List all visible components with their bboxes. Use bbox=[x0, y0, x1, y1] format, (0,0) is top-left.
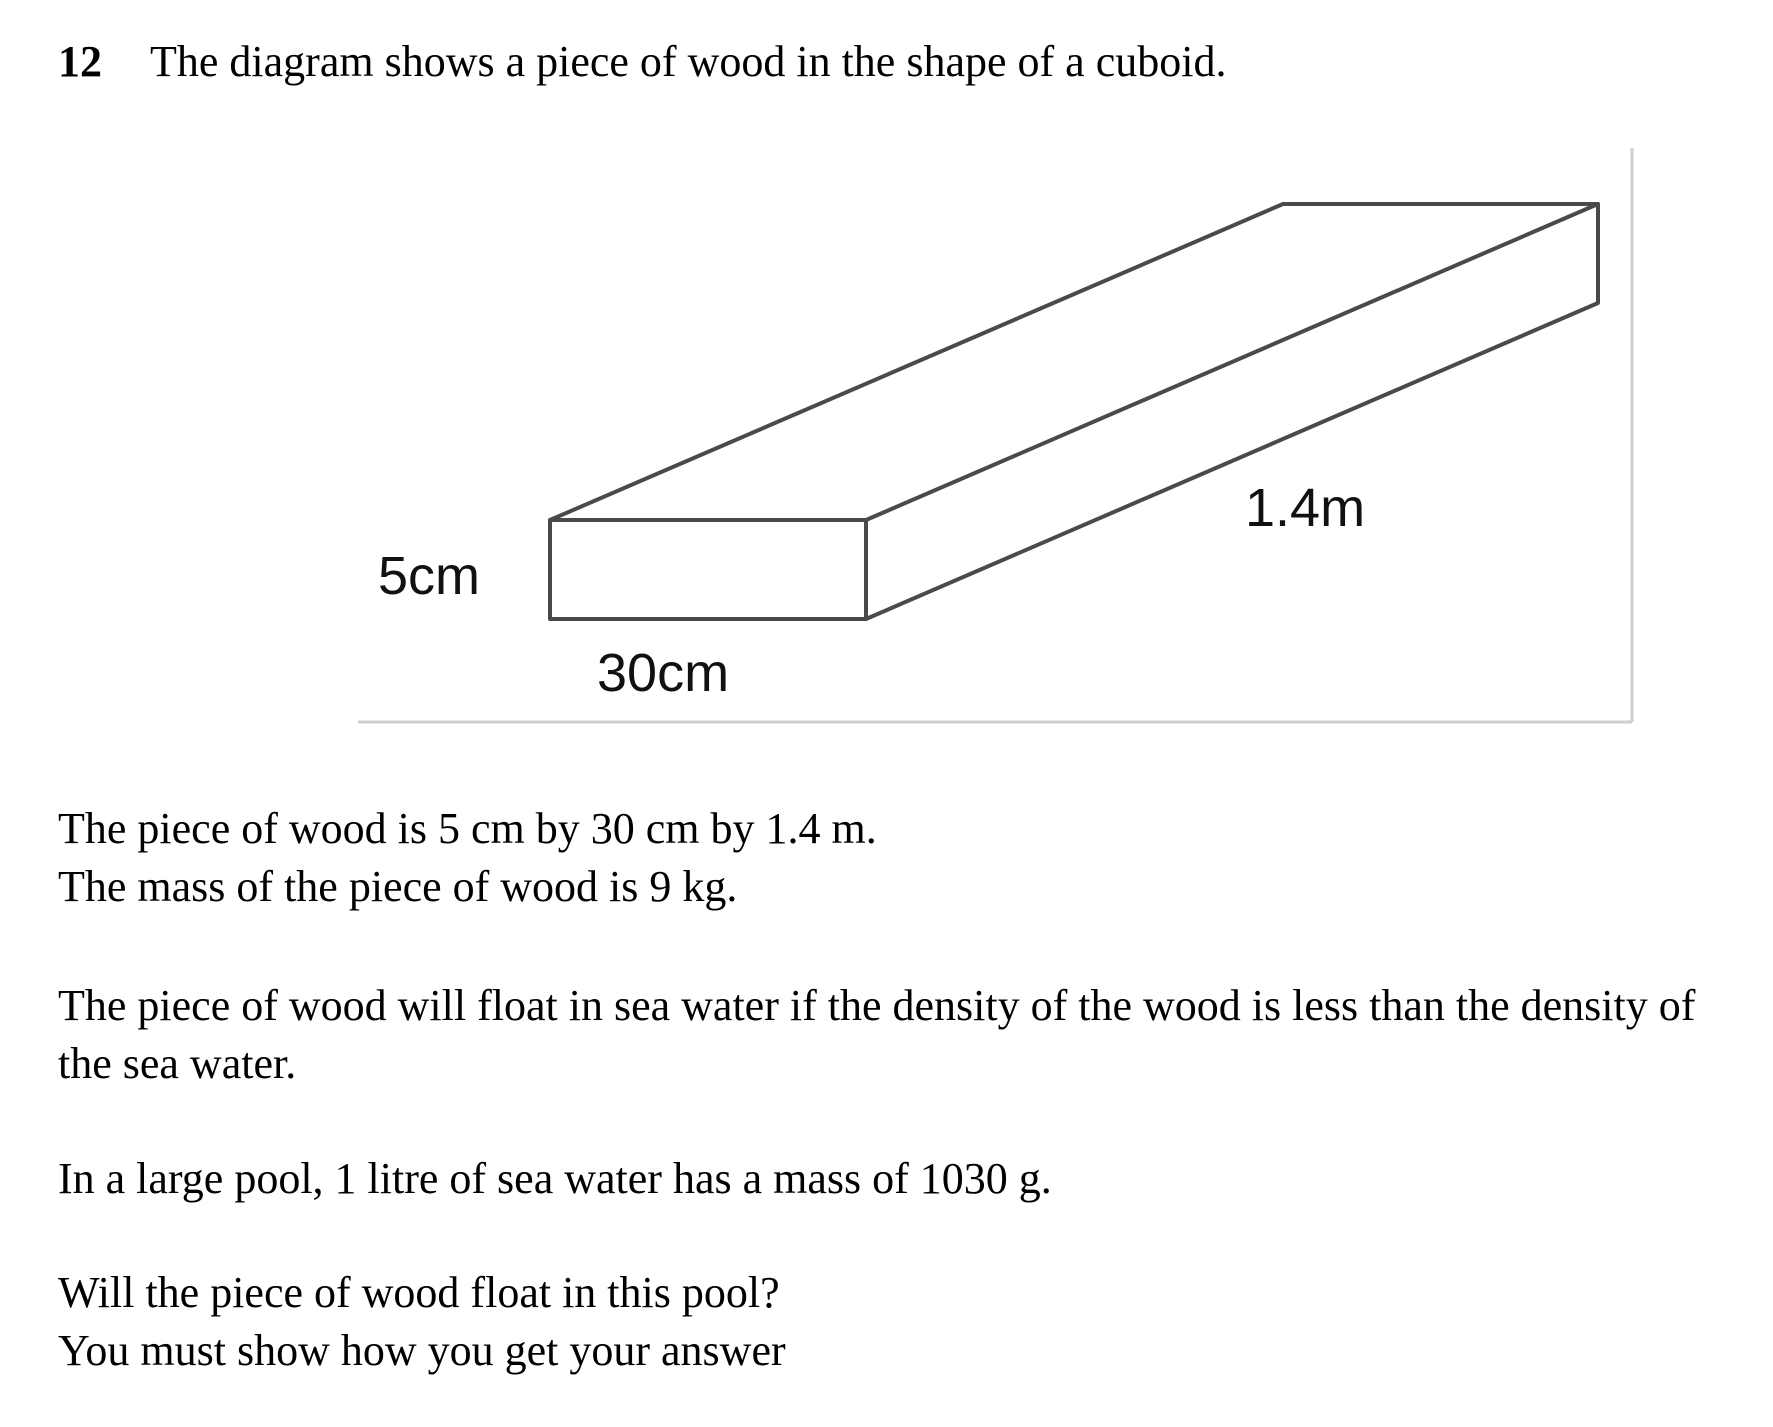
instruction-line: You must show how you get your answer bbox=[58, 1326, 786, 1375]
sea-water-paragraph bbox=[58, 1150, 1738, 1208]
cuboid-front-face bbox=[550, 520, 866, 619]
length-label: 1.4m bbox=[1245, 478, 1366, 538]
dimensions-paragraph bbox=[58, 800, 1738, 916]
dimensions-line: The piece of wood is 5 cm by 30 cm by 1.4 m. bbox=[58, 804, 877, 853]
height-label: 5cm bbox=[378, 546, 481, 606]
float-condition-line: The piece of wood will float in sea water if the density of the wood is less than the density of the sea water. bbox=[58, 981, 1696, 1088]
cuboid-side-face bbox=[866, 204, 1598, 619]
sea-water-line: In a large pool, 1 litre of sea water has a mass of 1030 g. bbox=[58, 1154, 1052, 1203]
question-line: Will the piece of wood float in this pool? bbox=[58, 1268, 780, 1317]
cuboid-top-face bbox=[550, 204, 1598, 520]
question-paragraph bbox=[58, 1264, 1738, 1380]
question-number: 12 bbox=[58, 37, 102, 86]
question-intro: The diagram shows a piece of wood in the shape of a cuboid. bbox=[150, 37, 1227, 86]
float-condition-paragraph bbox=[58, 977, 1738, 1093]
width-label: 30cm bbox=[597, 643, 730, 703]
mass-line: The mass of the piece of wood is 9 kg. bbox=[58, 862, 738, 911]
